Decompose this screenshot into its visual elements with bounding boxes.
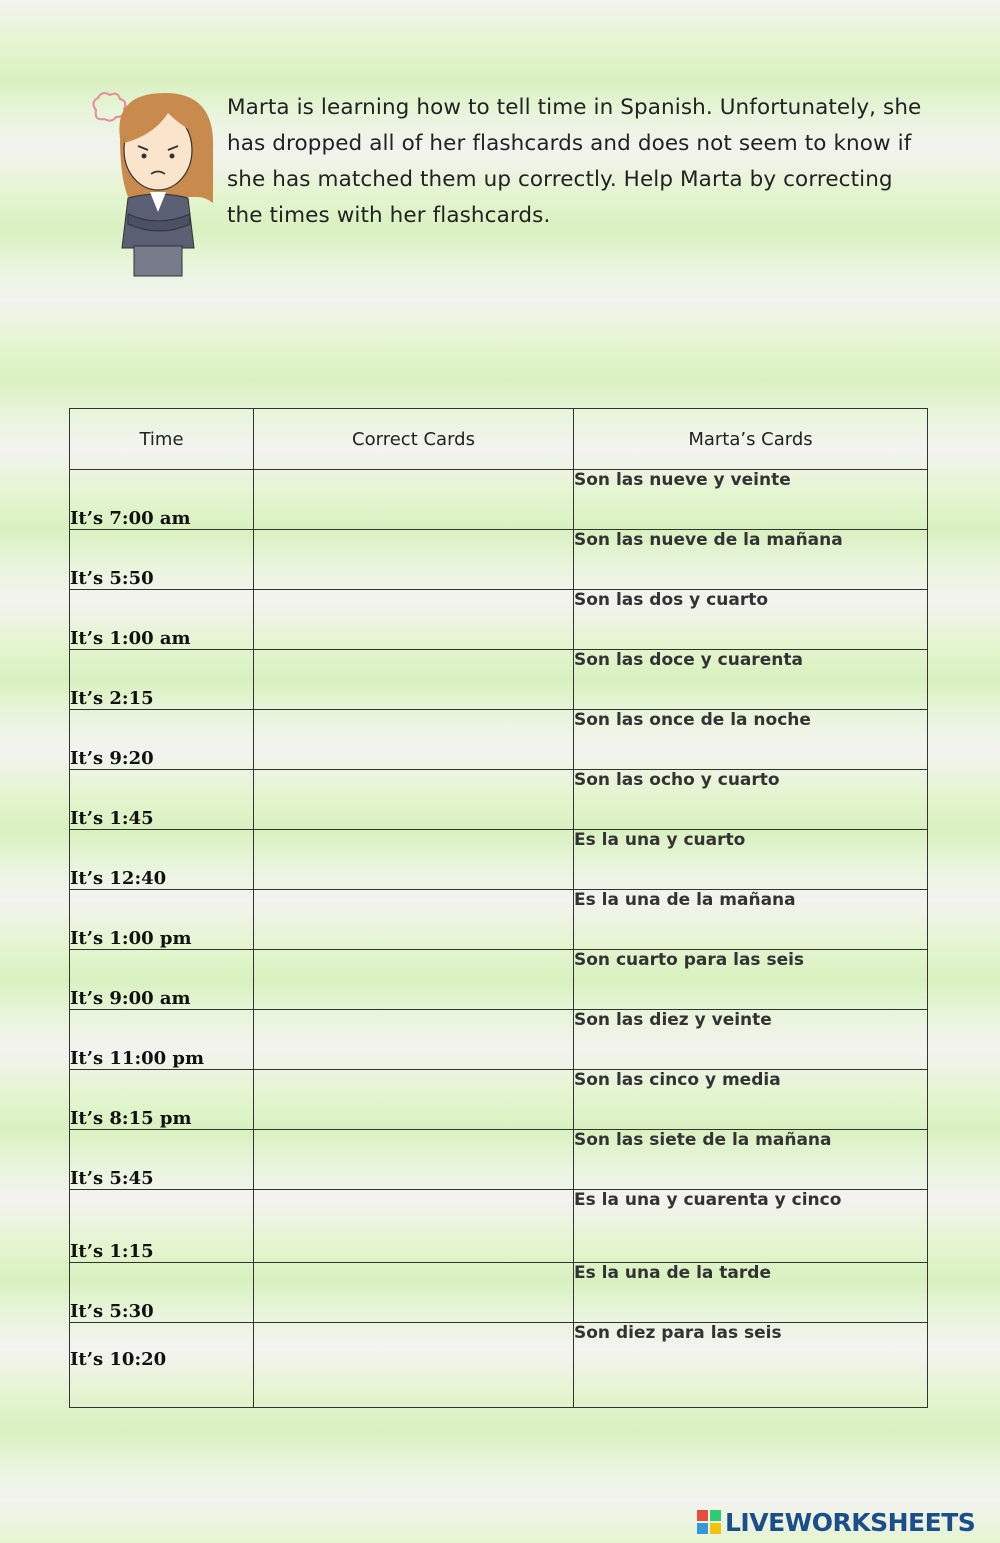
correct-card-answer-field[interactable] (254, 890, 574, 950)
marta-card-cell: Son las diez y veinte (574, 1010, 928, 1070)
marta-card-cell: Son cuarto para las seis (574, 950, 928, 1010)
table-row (70, 1070, 928, 1130)
time-cell: It’s 9:20 (70, 710, 254, 770)
logo-text: LIVEWORKSHEETS (725, 1507, 976, 1537)
time-cell: It’s 10:20 (70, 1323, 254, 1408)
time-cell: It’s 5:45 (70, 1130, 254, 1190)
table-row (70, 890, 928, 950)
correct-card-answer-field[interactable] (254, 1263, 574, 1323)
table-row (70, 1130, 928, 1190)
liveworksheets-logo[interactable] (697, 1505, 975, 1539)
marta-card-cell: Son las once de la noche (574, 710, 928, 770)
marta-card-cell: Son las dos y cuarto (574, 590, 928, 650)
time-cell: It’s 1:00 am (70, 590, 254, 650)
correct-card-answer-field[interactable] (254, 770, 574, 830)
correct-card-answer-field[interactable] (254, 1130, 574, 1190)
table-row (70, 950, 928, 1010)
time-cell: It’s 11:00 pm (70, 1010, 254, 1070)
time-cell: It’s 2:15 (70, 650, 254, 710)
header-time: Time (70, 409, 254, 470)
marta-card-cell: Son las cinco y media (574, 1070, 928, 1130)
time-cell: It’s 9:00 am (70, 950, 254, 1010)
marta-card-cell: Es la una de la tarde (574, 1263, 928, 1323)
marta-card-cell: Son las nueve de la mañana (574, 530, 928, 590)
marta-illustration (88, 88, 218, 278)
correct-card-answer-field[interactable] (254, 590, 574, 650)
time-cell: It’s 1:45 (70, 770, 254, 830)
table-row (70, 650, 928, 710)
correct-card-answer-field[interactable] (254, 650, 574, 710)
marta-card-cell: Son las ocho y cuarto (574, 770, 928, 830)
marta-card-cell: Es la una y cuarenta y cinco (574, 1190, 928, 1263)
table-row (70, 1010, 928, 1070)
marta-card-cell: Son las siete de la mañana (574, 1130, 928, 1190)
table-row (70, 830, 928, 890)
correct-card-answer-field[interactable] (254, 1323, 574, 1408)
flashcard-table (69, 408, 928, 1408)
header-martas-cards: Marta’s Cards (574, 409, 928, 470)
marta-card-cell: Son las nueve y veinte (574, 470, 928, 530)
time-cell: It’s 7:00 am (70, 470, 254, 530)
marta-card-cell: Es la una y cuarto (574, 830, 928, 890)
marta-card-cell: Es la una de la mañana (574, 890, 928, 950)
time-cell: It’s 5:50 (70, 530, 254, 590)
time-cell: It’s 12:40 (70, 830, 254, 890)
table-row (70, 1190, 928, 1263)
header-correct-cards: Correct Cards (254, 409, 574, 470)
correct-card-answer-field[interactable] (254, 1070, 574, 1130)
time-cell: It’s 1:15 (70, 1190, 254, 1263)
correct-card-answer-field[interactable] (254, 950, 574, 1010)
marta-card-cell: Son diez para las seis (574, 1323, 928, 1408)
frustrated-woman-icon (88, 88, 218, 278)
correct-card-answer-field[interactable] (254, 1010, 574, 1070)
table-header-row (70, 409, 928, 470)
correct-card-answer-field[interactable] (254, 830, 574, 890)
table-row (70, 530, 928, 590)
time-cell: It’s 8:15 pm (70, 1070, 254, 1130)
correct-card-answer-field[interactable] (254, 710, 574, 770)
table-row (70, 1263, 928, 1323)
table-row (70, 770, 928, 830)
correct-card-answer-field[interactable] (254, 530, 574, 590)
time-cell: It’s 5:30 (70, 1263, 254, 1323)
correct-card-answer-field[interactable] (254, 1190, 574, 1263)
instructions-paragraph: Marta is learning how to tell time in Spanish. Unfortunately, she has dropped all of her flashcards and does not seem to know if she has matched them up correctly. Help Marta by correcting the times with her flashcards. (227, 95, 922, 228)
correct-card-answer-field[interactable] (254, 470, 574, 530)
liveworksheets-logo-icon (697, 1510, 721, 1534)
table-row (70, 1323, 928, 1408)
table-row (70, 710, 928, 770)
marta-card-cell: Son las doce y cuarenta (574, 650, 928, 710)
table-row (70, 590, 928, 650)
time-cell: It’s 1:00 pm (70, 890, 254, 950)
table-row (70, 470, 928, 530)
